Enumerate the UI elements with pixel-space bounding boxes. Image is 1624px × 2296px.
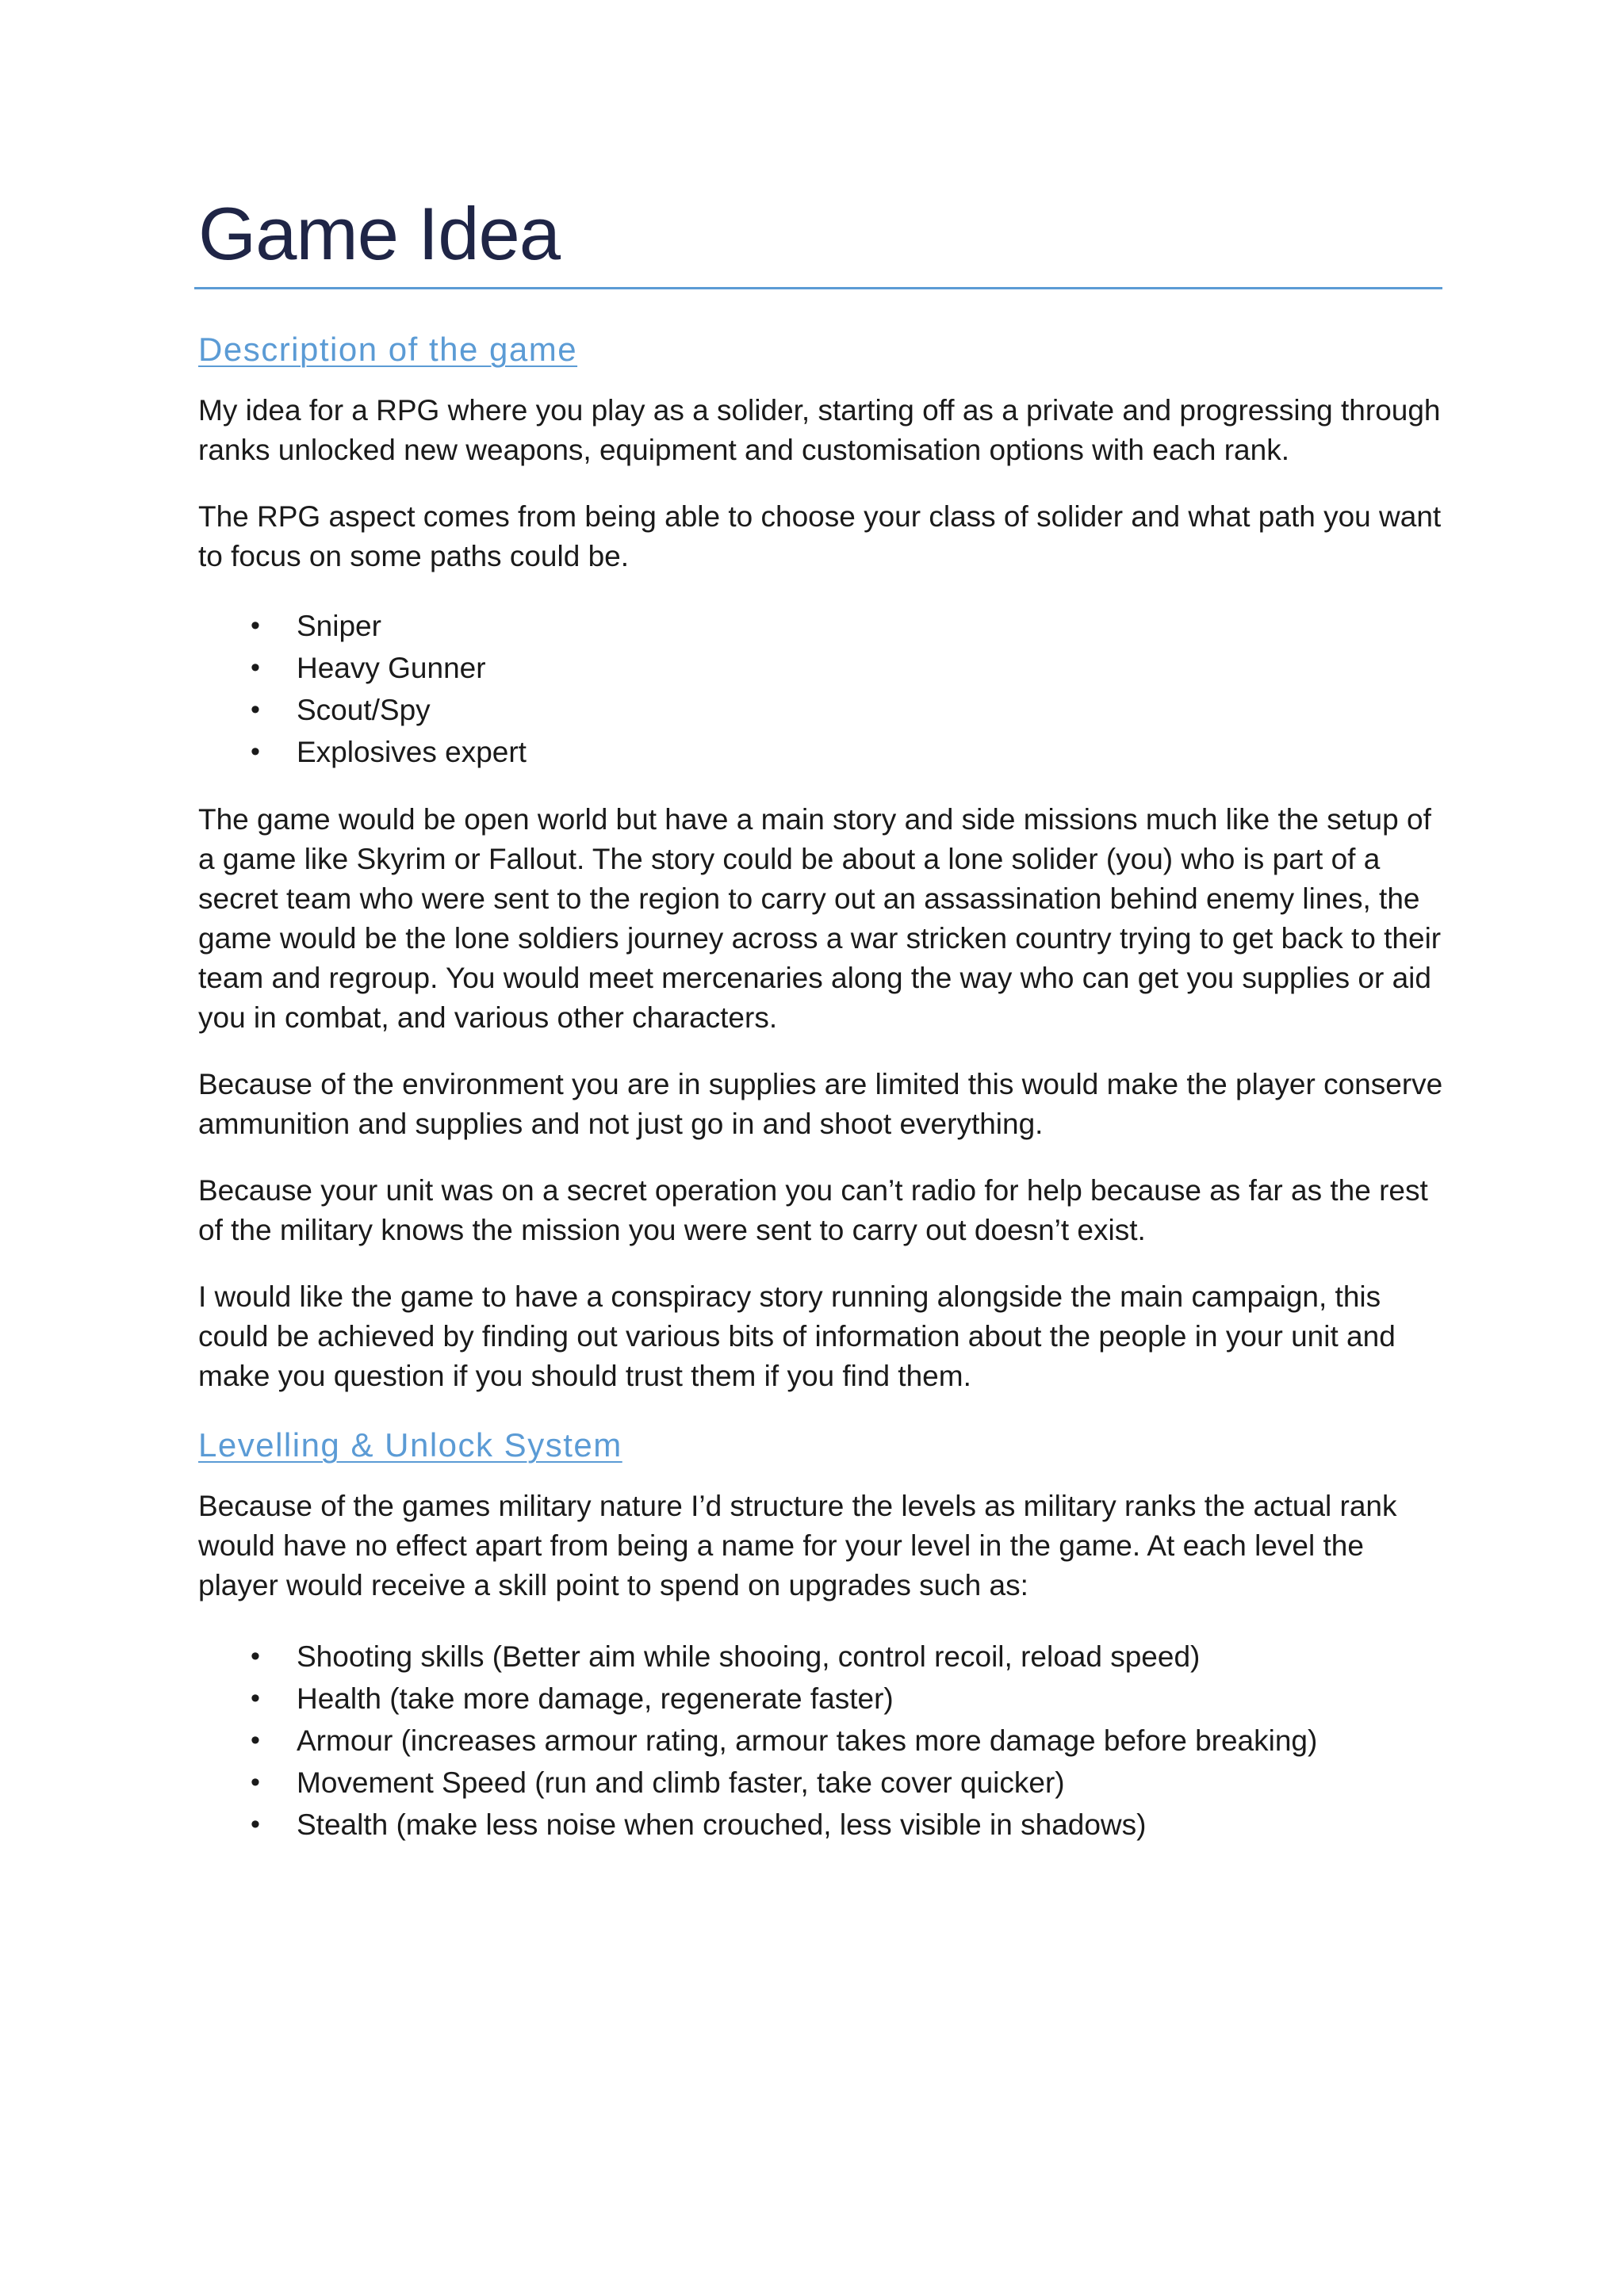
list-item: [198, 689, 1443, 731]
upgrade-list: [198, 1636, 1443, 1846]
list-item-text: Explosives expert: [297, 736, 527, 768]
section-heading-description: Description of the game: [198, 331, 578, 368]
list-item: [198, 1762, 1443, 1804]
bullet-icon: •: [251, 695, 260, 725]
list-item-text: Movement Speed (run and climb faster, take cover quicker): [297, 1766, 1065, 1799]
bullet-icon: •: [251, 737, 260, 767]
bullet-icon: •: [251, 1683, 260, 1713]
bullet-icon: •: [251, 1809, 260, 1839]
list-item-text: Sniper: [297, 610, 381, 642]
paragraph: Because your unit was on a secret operation you can’t radio for help because as far as the rest of the military knows the mission you were sent to carry out doesn’t exist.: [198, 1174, 1428, 1246]
paragraph: My idea for a RPG where you play as a solider, starting off as a private and progressing through ranks unlocked new weapons, equipment and customisation options with each rank.: [198, 394, 1441, 466]
list-item-text: Stealth (make less noise when crouched, less visible in shadows): [297, 1808, 1147, 1841]
paragraph: Because of the games military nature I’d structure the levels as military ranks the actual rank would have no effect apart from being a name for your level in the game. At each level the player would receive a skill point to spend on upgrades such as:: [198, 1490, 1397, 1601]
page-title: Game Idea: [198, 192, 561, 275]
bullet-icon: •: [251, 1725, 260, 1755]
list-item: [198, 1720, 1443, 1762]
title-divider: [194, 287, 1442, 289]
list-item: [198, 647, 1443, 689]
section-heading-levelling: Levelling & Unlock System: [198, 1426, 622, 1464]
list-item: [198, 605, 1443, 647]
list-item: [198, 1678, 1443, 1720]
list-item-text: Shooting skills (Better aim while shooing, control recoil, reload speed): [297, 1640, 1201, 1673]
bullet-icon: •: [251, 1767, 260, 1797]
list-item: [198, 1636, 1443, 1678]
list-item-text: Heavy Gunner: [297, 652, 486, 684]
paragraph: The RPG aspect comes from being able to choose your class of solider and what path you want to focus on some paths could be.: [198, 500, 1442, 572]
list-item-text: Health (take more damage, regenerate faster): [297, 1682, 894, 1715]
paragraph: The game would be open world but have a main story and side missions much like the setup of a game like Skyrim or Fallout. The story could be about a lone solider (you) who is part of a secret team who were sent to the region to carry out an assassination behind enemy lines, the game would be the lone soldiers journey across a war stricken country trying to get back to their team and regroup. You would meet mercenaries along the way who can get you supplies or aid you in combat, and various other characters.: [198, 803, 1442, 1034]
paragraph: I would like the game to have a conspiracy story running alongside the main campaign, this could be achieved by finding out various bits of information about the people in your unit and make you question if you should trust them if you find them.: [198, 1280, 1396, 1392]
paragraph: Because of the environment you are in supplies are limited this would make the player conserve ammunition and supplies and not just go in and shoot everything.: [198, 1068, 1443, 1140]
bullet-icon: •: [251, 1641, 260, 1671]
list-item: [198, 731, 1443, 773]
bullet-icon: •: [251, 652, 260, 683]
bullet-icon: •: [251, 610, 260, 641]
class-path-list: [198, 605, 1443, 773]
list-item-text: Armour (increases armour rating, armour takes more damage before breaking): [297, 1724, 1318, 1757]
list-item: [198, 1804, 1443, 1846]
document-page: [198, 190, 1443, 1846]
list-item-text: Scout/Spy: [297, 694, 431, 726]
